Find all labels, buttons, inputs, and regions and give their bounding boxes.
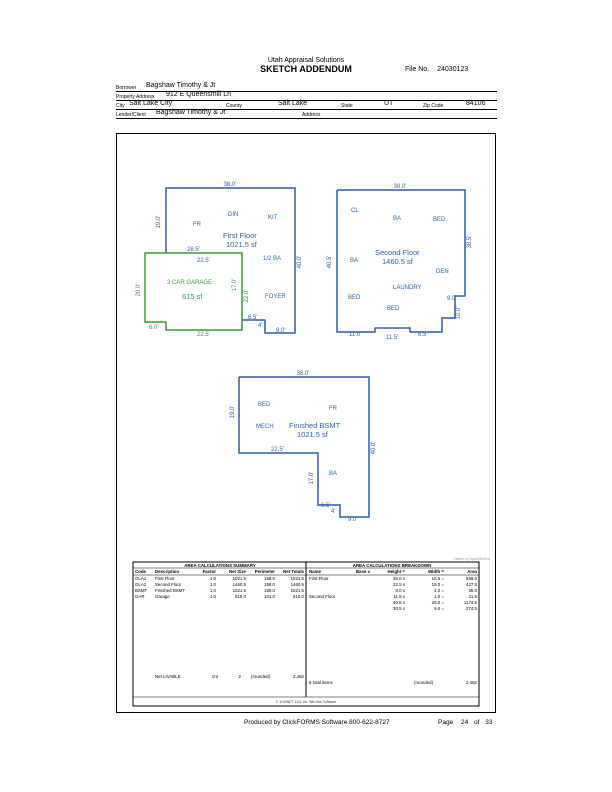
- table-cell: BSMT: [135, 588, 148, 593]
- page-label: Page: [438, 719, 454, 726]
- bd-hdr-base: Base x: [355, 569, 370, 574]
- ff-dim-4: 4': [258, 323, 263, 329]
- page-number: 24: [461, 719, 469, 726]
- table-cell: Second Floor: [309, 594, 336, 599]
- table-cell: 1021.5: [232, 588, 246, 593]
- gar-bottom-dim: 22.5': [197, 332, 210, 338]
- table-cell: 158.0: [264, 588, 275, 593]
- property-value: 912 E Queensmill Ln: [166, 91, 231, 98]
- ff-din: DIN: [228, 212, 239, 218]
- table-cell: 30.5 x: [393, 606, 405, 611]
- summary-footer-total: 2,482: [293, 674, 304, 679]
- table-cell: 1.0: [209, 576, 216, 581]
- table-cell: GLA2: [135, 582, 147, 587]
- of-label: of: [474, 719, 480, 726]
- summary-row: [135, 588, 305, 593]
- summary-footer-count: 2: [238, 674, 241, 679]
- page-total: 33: [485, 719, 493, 726]
- sum-hdr-netsize: Net Size: [228, 569, 246, 574]
- breakdown-row: [393, 600, 478, 605]
- ff-dim-9: 9.0': [276, 328, 286, 334]
- basement-outline: [239, 377, 369, 517]
- county-value: Salt Lake: [278, 100, 308, 107]
- sum-hdr-code: Code: [135, 569, 146, 574]
- table-cell: 11.5: [468, 594, 477, 599]
- sketch-credit: Sketch by Apex/Medina: [453, 557, 490, 561]
- ff-half-ba: 1/2 BA: [263, 256, 282, 262]
- ff-kit: KIT: [268, 215, 278, 221]
- sf-dim-11-5: 11.5': [386, 335, 399, 341]
- table-cell: 4.0 =: [434, 588, 444, 593]
- sf-dim-6-5: 6.5': [418, 332, 428, 338]
- sf-ba2: BA: [350, 258, 359, 264]
- ff-left-dim: 19.0': [156, 215, 162, 229]
- state-value: UT: [384, 100, 394, 107]
- table-cell: 158.0: [264, 576, 275, 581]
- bs-left-dim: 19.0': [230, 405, 236, 419]
- table-cell: 1460.5: [290, 582, 304, 587]
- page-info: [438, 719, 493, 726]
- ff-foyer: FOYER: [265, 294, 286, 300]
- bs-dim-17: 17.0': [309, 471, 315, 485]
- table-cell: 36.0 x: [393, 576, 405, 581]
- bd-hdr-area: Area: [467, 569, 477, 574]
- table-cell: 1.0: [209, 588, 216, 593]
- ff-dim-28-5: 28.5': [187, 247, 200, 253]
- breakdown-row: [309, 576, 478, 581]
- table-cell: 9.0 =: [434, 606, 444, 611]
- file-no-value: 24030123: [437, 66, 469, 73]
- gar-right-dim2: 22.0': [244, 289, 250, 303]
- breakdown-title: AREA CALCULATIONS BREAKDOWN: [352, 563, 432, 568]
- basement-plan: [239, 377, 369, 517]
- gar-left-dim: 20.0': [136, 283, 142, 297]
- bs-ba: BA: [329, 471, 338, 477]
- ff-fr: FR: [193, 222, 201, 228]
- breakdown-footer-total: 2,482: [466, 680, 477, 685]
- file-no-label: File No.: [405, 66, 430, 73]
- table-cell: Garage: [155, 594, 170, 599]
- gar-small-dim: 6.0': [149, 325, 159, 331]
- table-cell: 9.0 x: [395, 588, 405, 593]
- copyright: © 1100NET 1111 Inc. Wa Nox Software: [275, 700, 337, 704]
- table-cell: 1460.5: [232, 582, 246, 587]
- sf-title: Second Floor: [375, 248, 420, 257]
- sum-hdr-desc: Description: [155, 569, 180, 574]
- summary-title: AREA CALCULATIONS SUMMARY: [184, 563, 256, 568]
- summary-footer-unit: cnt: [212, 674, 218, 679]
- table-cell: 22.5 x: [393, 582, 405, 587]
- table-cell: 11.5 x: [393, 594, 405, 599]
- area-calc-table: [133, 562, 479, 706]
- table-cell: 1021.5: [290, 576, 304, 581]
- ff-dim-6-5: 6.5': [248, 315, 258, 321]
- sf-top-dim: 38.0': [393, 184, 407, 190]
- table-cell: Second Floor: [155, 582, 182, 587]
- bs-dim-22-5: 22.5': [271, 447, 284, 453]
- table-cell: 615.0: [293, 594, 304, 599]
- sf-right-dim: 30.5': [467, 235, 473, 249]
- property-label: Property Address: [116, 94, 155, 100]
- lender-label: Lender/Client: [116, 112, 146, 118]
- bd-hdr-name: Name: [309, 569, 321, 574]
- table-cell: 29.0 =: [431, 600, 444, 605]
- table-cell: 40.5 x: [393, 600, 405, 605]
- bd-hdr-width: Width =: [428, 569, 444, 574]
- sum-hdr-factor: Factor: [202, 569, 216, 574]
- county-label: County: [226, 103, 242, 109]
- table-cell: Finished BSMT: [155, 588, 186, 593]
- sf-dim-9: 9.0': [447, 296, 457, 302]
- sf-left-dim: 40.5': [327, 255, 333, 269]
- table-cell: 1021.5: [290, 588, 304, 593]
- gar-right-dim: 17.0': [232, 278, 238, 292]
- state-label: State: [341, 103, 353, 109]
- sf-bed1: BED: [433, 217, 446, 223]
- bs-right-dim: 40.0': [371, 441, 377, 455]
- lender-value: Bagshaw Timothy & Jt: [156, 109, 226, 116]
- table-cell: 15.5 =: [431, 576, 444, 581]
- company-name: Utah Appraisal Solutions: [267, 57, 345, 64]
- zip-label: Zip Code: [423, 103, 444, 109]
- sf-cl: CL: [351, 208, 359, 214]
- breakdown-row: [395, 588, 477, 593]
- bs-title: Finished BSMT: [289, 421, 341, 430]
- page-title: SKETCH ADDENDUM: [260, 64, 352, 74]
- summary-row: [135, 576, 305, 581]
- summary-footer-rounded: (rounded): [251, 674, 271, 679]
- borrower-value: Bagshaw Timothy & Jt: [146, 82, 216, 89]
- table-cell: 1.0: [209, 582, 216, 587]
- table-cell: 1.0: [209, 594, 216, 599]
- ff-right-dim: 40.0': [297, 255, 303, 269]
- table-cell: 1.0 =: [434, 594, 444, 599]
- bs-bed: BED: [258, 402, 271, 408]
- sf-ba: BA: [393, 216, 402, 222]
- bs-dim-4: 4': [331, 509, 336, 515]
- table-cell: 19.0 =: [431, 582, 444, 587]
- sf-dim-11: 11.0': [349, 332, 362, 338]
- table-cell: 1021.5: [232, 576, 246, 581]
- bd-hdr-height: Height =: [387, 569, 405, 574]
- sf-bed3: BED: [387, 306, 400, 312]
- ff-title: First Floor: [223, 231, 257, 240]
- breakdown-footer-rounded: (rounded): [414, 680, 434, 685]
- gar-label: 3 CAR GARAGE: [167, 280, 213, 286]
- sf-area: 1460.5 sf: [382, 257, 413, 266]
- sf-dim-10: 10.0': [456, 306, 462, 320]
- ff-top-dim: 38.0': [223, 182, 237, 188]
- breakdown-row: [393, 606, 478, 611]
- table-cell: 158.0: [264, 582, 275, 587]
- table-cell: GLA1: [135, 576, 147, 581]
- summary-footer-label: Net LIVABLE: [155, 674, 181, 679]
- table-cell: 558.0: [466, 576, 477, 581]
- address-label: Address: [302, 112, 321, 118]
- summary-row: [135, 582, 305, 587]
- city-label: City: [116, 103, 125, 109]
- sf-den: DEN: [436, 269, 449, 275]
- bs-mech: MECH: [256, 424, 274, 430]
- summary-row: [135, 594, 305, 599]
- bs-dim-6-5: 6.5': [321, 503, 331, 509]
- sf-laundry: LAUNDRY: [393, 285, 422, 291]
- table-cell: 36.0: [468, 588, 477, 593]
- sum-hdr-nettot: Net Totals: [283, 569, 304, 574]
- bs-area: 1021.5 sf: [297, 430, 328, 439]
- zip-value: 84106: [466, 100, 486, 107]
- breakdown-row: [309, 594, 478, 599]
- footer-produced: Produced by ClickFORMS Software 800-622-8727: [244, 719, 390, 726]
- sum-hdr-perim: Perimeter: [254, 569, 275, 574]
- breakdown-row: [393, 582, 478, 587]
- table-cell: First Floor: [155, 576, 175, 581]
- bs-fr: FR: [329, 406, 337, 412]
- borrower-label: Borrower: [116, 85, 137, 91]
- table-cell: 274.5: [466, 606, 477, 611]
- ff-area: 1021.5 sf: [226, 240, 257, 249]
- table-cell: 427.5: [466, 582, 477, 587]
- gar-area: 615 sf: [182, 292, 203, 301]
- table-cell: 1174.5: [463, 600, 477, 605]
- bs-top-dim: 38.0': [296, 371, 310, 377]
- city-value: Salt Lake City: [129, 100, 173, 107]
- sf-bed2: BED: [348, 295, 361, 301]
- table-cell: 615.0: [235, 594, 246, 599]
- ff-dim-22-5: 22.5': [197, 258, 210, 264]
- table-cell: First Floor: [309, 576, 329, 581]
- bs-dim-9: 9.0': [348, 517, 358, 523]
- table-cell: GAR: [135, 594, 145, 599]
- table-cell: 101.0: [264, 594, 275, 599]
- breakdown-footer-label: 6 total items: [309, 680, 333, 685]
